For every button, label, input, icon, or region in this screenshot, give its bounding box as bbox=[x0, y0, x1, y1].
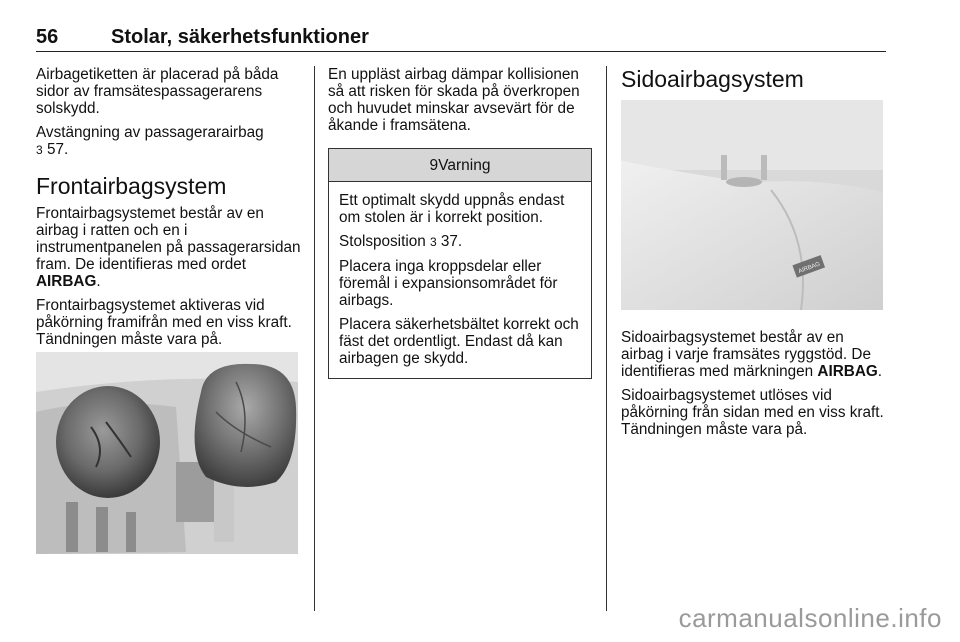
watermark: carmanualsonline.info bbox=[678, 603, 942, 633]
warning-body bbox=[329, 182, 591, 378]
warning-item-seat-ref bbox=[339, 233, 581, 251]
front-airbag-illustration bbox=[36, 352, 298, 554]
frontairbag-description: Frontairbagsystemet består av en airbag i ratten och en i instrumentpanelen på passagerarsidan fram. De identifieras med ordet AIRBAG. bbox=[36, 205, 301, 290]
column-right-lower bbox=[621, 329, 887, 445]
seat-position-page-ref: 37. bbox=[440, 233, 463, 250]
warning-title: Varning bbox=[438, 157, 491, 174]
driver-airbag-shape bbox=[56, 386, 160, 498]
reference-arrow-icon: 3 bbox=[36, 143, 43, 157]
warning-item-expansion-area: Placera inga kroppsdelar eller föremål i expansionsområdet för airbags. bbox=[339, 258, 558, 309]
deactivation-page-ref: 57. bbox=[46, 141, 69, 158]
side-airbag-tag-label: AIRBAG bbox=[797, 261, 822, 275]
deactivation-text: Avstängning av passagerarairbag bbox=[36, 124, 264, 141]
page-title: Stolar, säkerhetsfunktioner bbox=[111, 26, 369, 48]
airbag-keyword: AIRBAG bbox=[36, 273, 97, 290]
column-middle bbox=[328, 66, 592, 379]
frontairbag-activation: Frontairbagsystemet aktiveras vid påkörning framifrån med en viss kraft. Tändningen måste vara på. bbox=[36, 297, 292, 348]
sideairbag-description-text: Sidoairbagsystemet består av en airbag i varje framsätes ryggstöd. De identifieras med märkningen bbox=[621, 329, 871, 380]
sideairbag-activation: Sidoairbagsystemet utlöses vid påkörning från sidan med en viss kraft. Tändningen måste vara på. bbox=[621, 387, 884, 438]
page-header bbox=[36, 26, 886, 52]
section-heading-frontairbag: Frontairbagsystem bbox=[36, 173, 227, 199]
side-airbag-seat-illustration bbox=[621, 100, 883, 310]
section-heading-sideairbag: Sidoairbagsystem bbox=[621, 66, 804, 92]
airbag-keyword: AIRBAG bbox=[817, 363, 878, 380]
seat-position-text: Stolsposition bbox=[339, 233, 426, 250]
column-divider-1 bbox=[314, 66, 315, 611]
inflated-airbag-paragraph: En uppläst airbag dämpar kollisionen så att risken för skada på överkropen och huvudet minskar avsevärt för de åkande i framsätena. bbox=[328, 66, 580, 134]
column-left bbox=[36, 66, 302, 355]
warning-header bbox=[329, 149, 591, 182]
reference-arrow-icon: 3 bbox=[429, 235, 437, 249]
warning-box bbox=[328, 148, 592, 379]
page-number: 56 bbox=[36, 26, 59, 48]
warning-item-seatbelt: Placera säkerhetsbältet korrekt och fäst det ordentligt. Endast då kan airbagen ge skydd. bbox=[339, 316, 579, 367]
warning-item-position: Ett optimalt skydd uppnås endast om stolen är i korrekt position. bbox=[339, 192, 565, 226]
frontairbag-description-text: Frontairbagsystemet består av en airbag i ratten och en i instrumentpanelen på passagerarsidan fram. De identifieras med ordet bbox=[36, 205, 301, 273]
airbag-label-paragraph: Airbagetiketten är placerad på båda sidor av framsätespassagerarens solskydd. bbox=[36, 66, 279, 117]
column-divider-2 bbox=[606, 66, 607, 611]
sideairbag-description: Sidoairbagsystemet består av en airbag i varje framsätes ryggstöd. De identifieras med märkningen AIRBAG. bbox=[621, 329, 883, 380]
warning-icon: 9 bbox=[429, 157, 439, 174]
passenger-airbag-deactivation-paragraph bbox=[36, 124, 302, 159]
